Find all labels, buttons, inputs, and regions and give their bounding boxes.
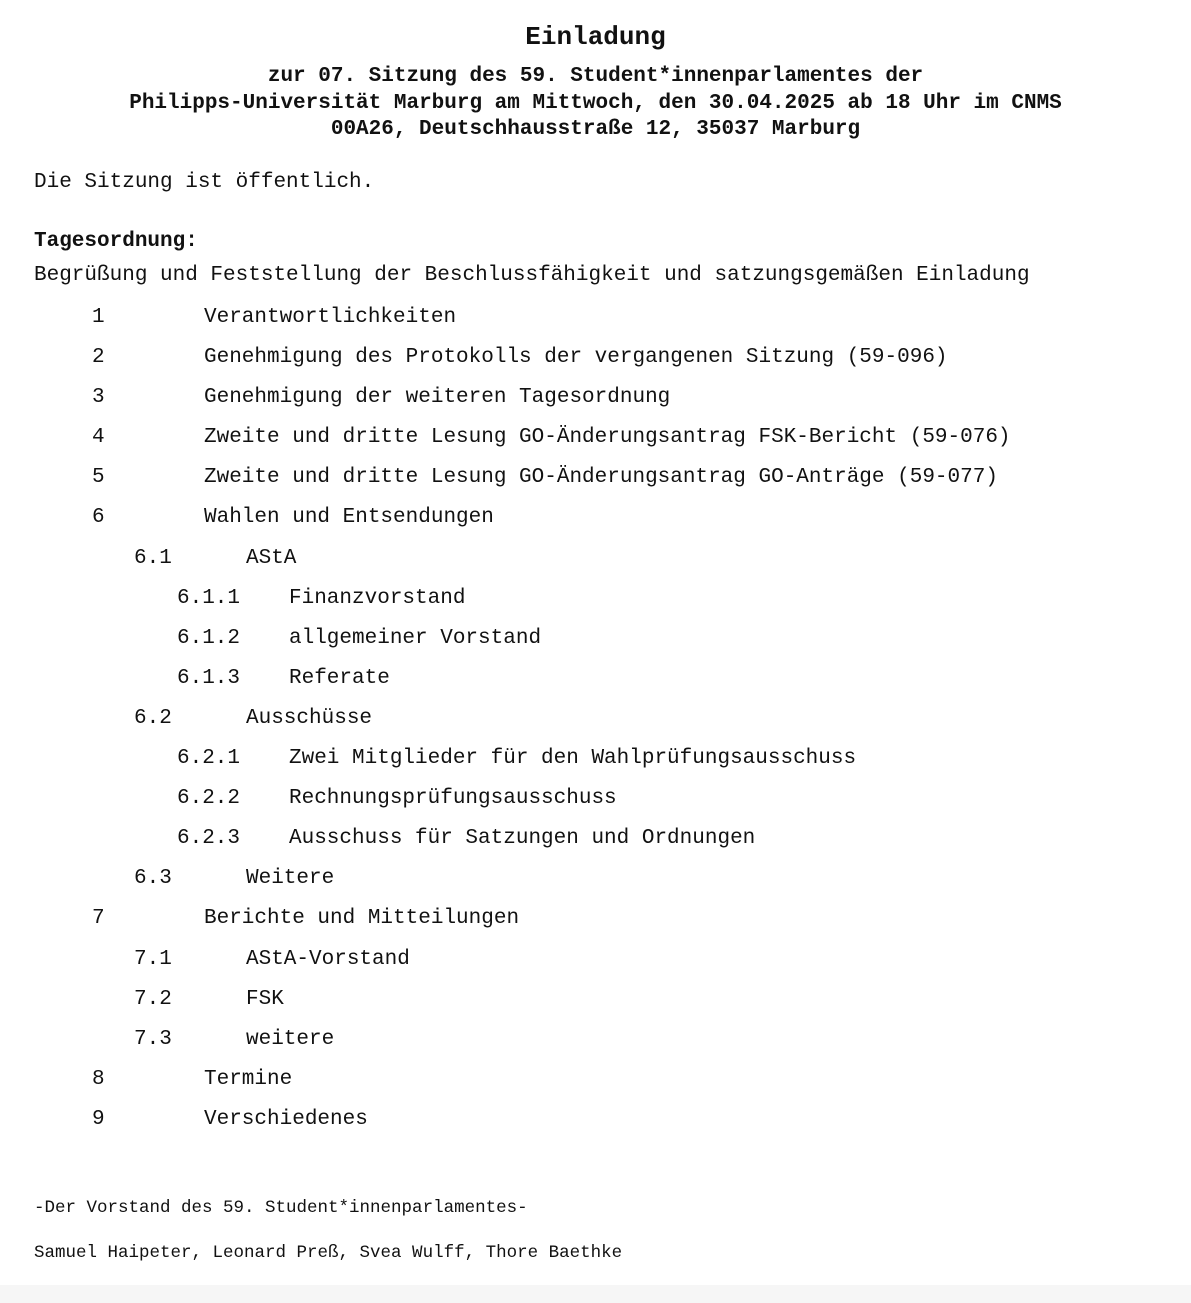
agenda-item-text: Genehmigung des Protokolls der vergangenen Sitzung (59-096) [204, 346, 948, 370]
signoff: -Der Vorstand des 59. Student*innenparlamentes- [34, 1198, 528, 1218]
agenda-item-number: 6.2.1 [177, 747, 241, 771]
agenda-item-number: 1 [92, 306, 105, 329]
meeting-details-line-2: Philipps-Universität Marburg am Mittwoch, den 30.04.2025 ab 18 Uhr im CNMS [129, 91, 1062, 115]
agenda-subitem [0, 947, 1191, 987]
agenda-item [0, 505, 1191, 545]
agenda-item-text: AStA-Vorstand [246, 947, 410, 971]
meeting-details-line-3: 00A26, Deutschhausstraße 12, 35037 Marburg [330, 118, 861, 141]
agenda-subitem [0, 706, 1191, 746]
meeting-details-line-1: zur 07. Sitzung des 59. Student*innenparlamentes der [267, 65, 924, 88]
agenda-subitem [0, 987, 1191, 1027]
agenda-subitem [0, 866, 1191, 906]
agenda-subsubitem [0, 666, 1191, 706]
agenda-item-number: 3 [92, 386, 105, 410]
agenda-subitem [0, 1027, 1191, 1067]
agenda-item [0, 465, 1191, 505]
agenda-item-number: 2 [92, 346, 105, 370]
agenda-heading: Tagesordnung: [34, 230, 198, 253]
agenda-subsubitem [0, 746, 1191, 786]
agenda-item-number: 7 [92, 907, 105, 931]
agenda-item-number: 7.1 [134, 947, 172, 971]
agenda-item-number: 4 [92, 426, 105, 450]
agenda-item [0, 1067, 1191, 1107]
agenda-item-number: 6 [92, 506, 105, 530]
agenda-item [0, 385, 1191, 425]
agenda-item [0, 425, 1191, 465]
agenda-item-number: 9 [92, 1107, 105, 1131]
agenda-intro: Begrüßung und Feststellung der Beschlussfähigkeit und satzungsgemäßen Einladung [34, 264, 1030, 287]
agenda-item-text: Finanzvorstand [289, 586, 466, 610]
agenda-item-text: Ausschuss für Satzungen und Ordnungen [289, 827, 756, 851]
agenda-subsubitem [0, 586, 1191, 626]
agenda-item-text: Wahlen und Entsendungen [204, 506, 494, 530]
agenda-item-text: weitere [246, 1027, 335, 1051]
agenda-item-text: Verantwortlichkeiten [204, 306, 457, 329]
agenda-list [0, 305, 1191, 1147]
agenda-item-number: 6.1 [134, 546, 172, 570]
page-bottom-edge [0, 1285, 1191, 1303]
agenda-subsubitem [0, 626, 1191, 666]
agenda-item-number: 6.2 [134, 706, 172, 730]
agenda-item-text: Termine [204, 1067, 293, 1091]
agenda-item-text: Rechnungsprüfungsausschuss [289, 787, 617, 811]
agenda-item-text: Zwei Mitglieder für den Wahlprüfungsausschuss [289, 747, 857, 771]
agenda-item-number: 6.3 [134, 867, 172, 891]
document-title: Einladung [525, 22, 666, 52]
agenda-item-text: Zweite und dritte Lesung GO-Änderungsantrag FSK-Bericht (59-076) [204, 426, 1011, 450]
agenda-item-text: Berichte und Mitteilungen [204, 907, 520, 931]
agenda-item-text: Verschiedenes [204, 1107, 368, 1131]
agenda-item-number: 6.2.3 [177, 827, 241, 851]
agenda-item [0, 305, 1191, 345]
agenda-subsubitem [0, 826, 1191, 866]
signers: Samuel Haipeter, Leonard Preß, Svea Wulff, Thore Baethke [34, 1243, 623, 1263]
agenda-item-text: AStA [246, 546, 297, 570]
agenda-item [0, 906, 1191, 946]
agenda-item-number: 6.2.2 [177, 787, 241, 811]
agenda-item-text: Weitere [246, 867, 335, 891]
agenda-item-number: 6.1.2 [177, 626, 241, 650]
agenda-item-number: 6.1.1 [177, 586, 241, 610]
public-note: Die Sitzung ist öffentlich. [34, 171, 375, 194]
agenda-item-text: Genehmigung der weiteren Tagesordnung [204, 386, 671, 410]
agenda-subitem [0, 546, 1191, 586]
agenda-item [0, 1107, 1191, 1147]
agenda-subsubitem [0, 786, 1191, 826]
agenda-item-text: allgemeiner Vorstand [289, 626, 542, 650]
agenda-item-number: 7.2 [134, 987, 172, 1011]
agenda-item-text: Zweite und dritte Lesung GO-Änderungsantrag GO-Anträge (59-077) [204, 466, 998, 490]
agenda-item-number: 5 [92, 466, 105, 490]
agenda-item-text: Ausschüsse [246, 706, 373, 730]
agenda-item [0, 345, 1191, 385]
agenda-item-number: 6.1.3 [177, 666, 241, 690]
agenda-item-text: FSK [246, 987, 284, 1011]
agenda-item-text: Referate [289, 666, 390, 690]
meeting-details [40, 64, 1151, 144]
agenda-item-number: 7.3 [134, 1027, 172, 1051]
agenda-item-number: 8 [92, 1067, 105, 1091]
